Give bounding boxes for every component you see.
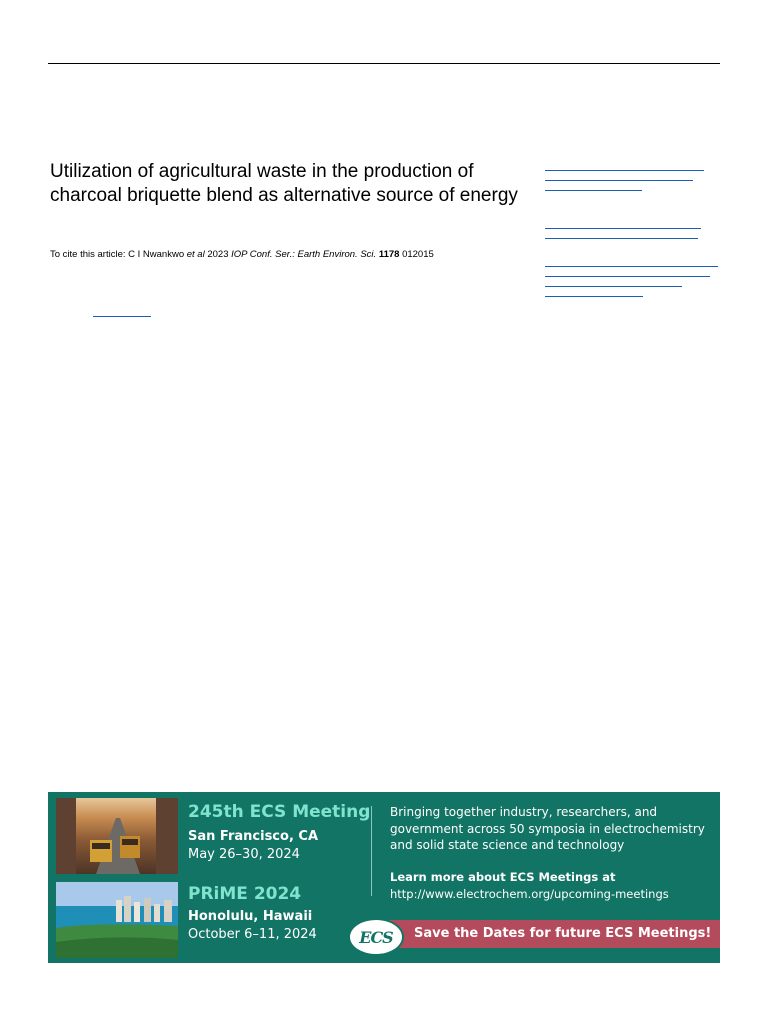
related-link-2b[interactable]: [545, 238, 698, 239]
view-online-link[interactable]: [93, 316, 151, 317]
citation-journal: IOP Conf. Ser.: Earth Environ. Sci.: [231, 249, 377, 260]
meetings-url-link[interactable]: http://www.electrochem.org/upcoming-meetings: [390, 887, 669, 901]
honolulu-photo: [56, 882, 178, 958]
banner-divider: [371, 806, 372, 896]
learn-more-text: Learn more about ECS Meetings at: [390, 870, 616, 884]
ecs-logo: [348, 918, 404, 956]
meeting2-dates: October 6–11, 2024: [188, 927, 317, 942]
save-the-dates-text: Save the Dates for future ECS Meetings!: [414, 926, 712, 941]
related-link-3a[interactable]: [545, 266, 718, 267]
citation-etal: et al: [186, 249, 205, 260]
header-rule: [48, 63, 720, 64]
related-link-3c[interactable]: [545, 286, 682, 287]
related-link-3d[interactable]: [545, 296, 643, 297]
san-francisco-photo: [56, 798, 178, 874]
article-title: Utilization of agricultural waste in the production of charcoal briquette blend as alternative source of energy: [50, 161, 518, 206]
citation-prefix: To cite this article: C I Nwankwo: [50, 249, 187, 260]
related-link-3b[interactable]: [545, 276, 710, 277]
meeting2-title: PRiME 2024: [188, 884, 302, 904]
related-link-2a[interactable]: [545, 228, 701, 229]
citation-line: [50, 249, 434, 260]
banner-description: Bringing together industry, researchers, and government across 50 symposia in electrochemistry and solid state science and technology: [390, 805, 705, 852]
related-link-1b[interactable]: [545, 180, 693, 181]
meeting1-location: San Francisco, CA: [188, 829, 319, 844]
citation-volume: 1178: [378, 249, 400, 260]
meeting2-location: Honolulu, Hawaii: [188, 909, 313, 924]
citation-article-number: 012015: [402, 249, 434, 260]
ecs-logo-text: ECS: [359, 927, 393, 947]
meeting1-title: 245th ECS Meeting: [188, 802, 371, 822]
meeting1-dates: May 26–30, 2024: [188, 847, 300, 862]
ecs-meetings-banner[interactable]: [48, 792, 720, 963]
related-link-1a[interactable]: [545, 170, 704, 171]
citation-year: 2023: [204, 249, 232, 260]
related-link-1c[interactable]: [545, 190, 642, 191]
